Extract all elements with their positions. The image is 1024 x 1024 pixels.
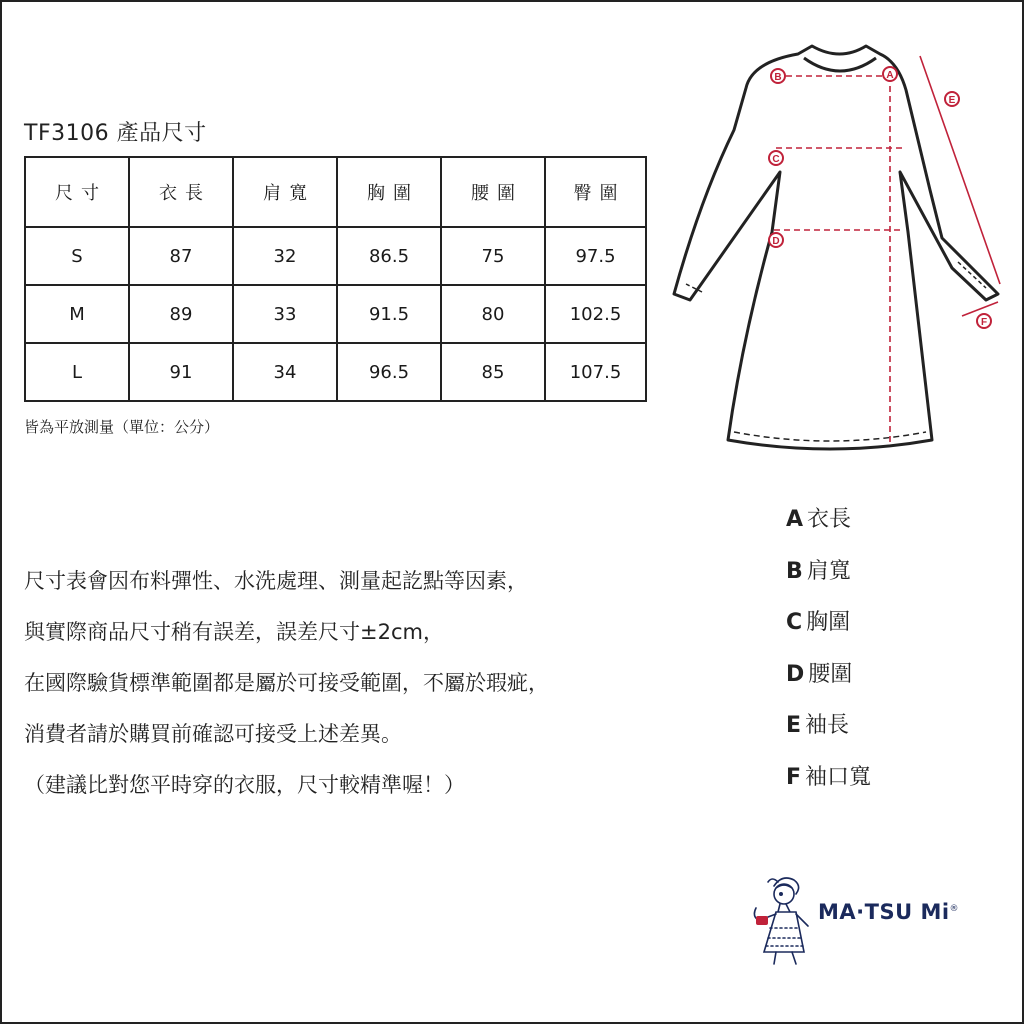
disclaimer-line: 在國際驗貨標準範圍都是屬於可接受範圍，不屬於瑕疵， bbox=[24, 671, 549, 695]
svg-text:F: F bbox=[980, 317, 988, 328]
table-cell: L bbox=[25, 343, 129, 401]
brand-mascot-icon bbox=[752, 872, 816, 968]
table-cell: 91 bbox=[129, 343, 233, 401]
table-cell: 33 bbox=[233, 285, 337, 343]
svg-text:B: B bbox=[774, 72, 782, 83]
legend-item: F 袖口寬 bbox=[786, 764, 872, 790]
disclaimer-line: 尺寸表會因布料彈性、水洗處理、測量起訖點等因素， bbox=[24, 569, 528, 593]
table-row bbox=[25, 285, 646, 343]
table-header-row bbox=[25, 157, 646, 227]
measurement-note: 皆為平放測量（單位：公分） bbox=[24, 418, 220, 436]
marker-d bbox=[769, 233, 783, 247]
svg-text:C: C bbox=[772, 154, 780, 165]
table-cell: 75 bbox=[441, 227, 545, 285]
table-cell: 85 bbox=[441, 343, 545, 401]
disclaimer-line: （建議比對您平時穿的衣服，尺寸較精準喔！） bbox=[24, 773, 465, 797]
measurement-legend bbox=[786, 494, 871, 803]
table-cell: 96.5 bbox=[337, 343, 441, 401]
disclaimer-text bbox=[24, 556, 549, 811]
table-cell: M bbox=[25, 285, 129, 343]
table-cell: 102.5 bbox=[545, 285, 646, 343]
table-row bbox=[25, 227, 646, 285]
marker-a bbox=[883, 67, 897, 81]
table-cell: 107.5 bbox=[545, 343, 646, 401]
legend-item: C 胸圍 bbox=[786, 610, 851, 635]
table-cell: S bbox=[25, 227, 129, 285]
marker-b bbox=[771, 69, 785, 83]
legend-item: E 袖長 bbox=[786, 713, 850, 738]
table-cell: 80 bbox=[441, 285, 545, 343]
header-chest: 胸圍 bbox=[337, 157, 441, 227]
table-cell: 32 bbox=[233, 227, 337, 285]
marker-e bbox=[945, 92, 959, 106]
marker-f bbox=[977, 314, 991, 328]
table-cell: 91.5 bbox=[337, 285, 441, 343]
disclaimer-line: 消費者請於購買前確認可接受上述差異。 bbox=[24, 722, 402, 746]
dress-diagram bbox=[660, 40, 1010, 460]
marker-c bbox=[769, 151, 783, 165]
measure-line-f bbox=[962, 302, 998, 316]
table-cell: 97.5 bbox=[545, 227, 646, 285]
svg-text:A: A bbox=[886, 70, 894, 81]
brand-logo: MA·TSU Mi® bbox=[818, 900, 960, 924]
measure-line-e bbox=[920, 56, 1000, 284]
size-table bbox=[24, 156, 647, 402]
table-cell: 86.5 bbox=[337, 227, 441, 285]
table-row bbox=[25, 343, 646, 401]
svg-text:D: D bbox=[772, 236, 780, 247]
disclaimer-line: 與實際商品尺寸稍有誤差，誤差尺寸±2cm， bbox=[24, 620, 444, 644]
legend-item: B 肩寬 bbox=[786, 558, 851, 584]
legend-item: A 衣長 bbox=[786, 507, 852, 532]
header-shoulder: 肩寬 bbox=[233, 157, 337, 227]
svg-text:E: E bbox=[948, 95, 956, 106]
header-length: 衣長 bbox=[129, 157, 233, 227]
table-cell: 34 bbox=[233, 343, 337, 401]
header-hip: 臀圍 bbox=[545, 157, 646, 227]
table-cell: 87 bbox=[129, 227, 233, 285]
header-waist: 腰圍 bbox=[441, 157, 545, 227]
page-title: TF3106 產品尺寸 bbox=[24, 121, 207, 146]
table-cell: 89 bbox=[129, 285, 233, 343]
legend-item: D 腰圍 bbox=[786, 661, 853, 687]
header-size: 尺寸 bbox=[25, 157, 129, 227]
